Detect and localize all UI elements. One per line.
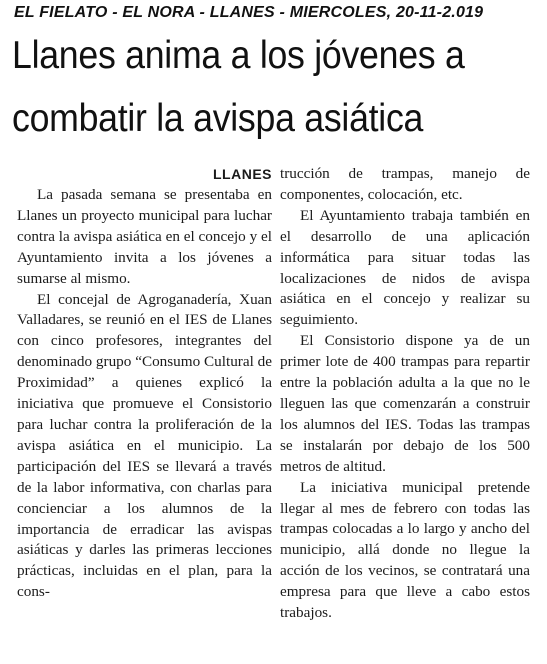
article-column-1 <box>17 164 272 603</box>
article-column-2 <box>280 164 530 624</box>
location-dateline: LLANES <box>213 166 272 182</box>
paragraph-1: La pasada semana se presentaba en Llanes un proyecto municipal para luchar contra la avispa asiática en el concejo y el Ayuntamiento invita a los jóvenes a sumarse al mismo. <box>17 186 272 287</box>
headline-line-2: combatir la avispa asiática <box>12 97 424 140</box>
newspaper-header: EL FIELATO - EL NORA - LLANES - MIERCOLES, 20-11-2.019 <box>14 4 484 21</box>
headline-line-1: Llanes anima a los jóvenes a <box>12 34 465 77</box>
paragraph-3: El Ayuntamiento trabaja también en el desarrollo de una aplicación informática para situar todas las localizaciones de nidos de avispa asiática en el concejo y realizar su seguimiento. <box>280 206 530 329</box>
paragraph-2-continued: trucción de trampas, manejo de componentes, colocación, etc. <box>280 165 530 203</box>
paragraph-2: El concejal de Agroganadería, Xuan Valladares, se reunió en el IES de Llanes con cinco profesores, integrantes del denominado grupo “Consumo Cultural de Proximidad” a quienes explicó la iniciativa que promueve el Consistorio para luchar contra la proliferación de la avispa asiática en el municipio. La participación del IES se llevará a través de la labor informativa, con charlas para concienciar a los alumnos de la importancia de erradicar las avispas asiáticas y darles las primeras lecciones prácticas, incluidas en el plan, para la cons- <box>17 290 272 601</box>
paragraph-4: El Consistorio dispone ya de un primer lote de 400 trampas para repartir entre la población adulta a la que no le lleguen las que comenzarán a construir los alumnos del IES. Todas las trampas se instalarán por debajo de los 500 metros de altitud. <box>280 332 530 475</box>
paragraph-5: La iniciativa municipal pretende llegar al mes de febrero con todas las trampas colocadas a lo largo y ancho del municipio, allá donde no llegue la acción de los vecinos, se contratará una empresa para que lleve a cabo estos trabajos. <box>280 478 530 622</box>
